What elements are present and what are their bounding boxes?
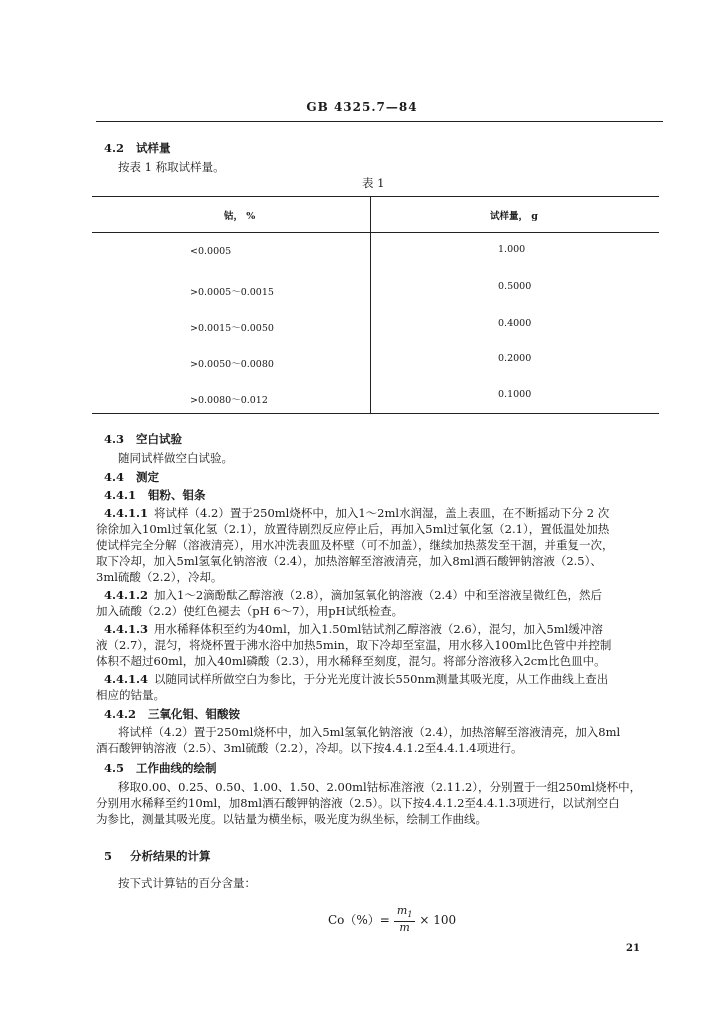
section-title: 三氧化钼、钼酸铵: [148, 707, 241, 721]
formula-lhs: Co（%）=: [328, 913, 390, 928]
section-title: 试样量: [136, 141, 171, 155]
table-cell-range: >0.0005～0.0015: [190, 287, 274, 298]
section-title: 工作曲线的绘制: [136, 761, 217, 775]
section-title: 空白试验: [136, 432, 183, 446]
para-4-4-1-1: [104, 505, 609, 521]
table-cell-range: <0.0005: [190, 246, 232, 257]
para-line: 加入1～2滴酚酞乙醇溶液（2.8），滴加氢氧化钠溶液（2.4）中和至溶液呈微红色，然后: [154, 588, 602, 602]
sample-mass-table: [92, 196, 659, 414]
table-column-divider: [370, 196, 371, 414]
para-number: 4.4.1.1: [104, 506, 149, 520]
section-title: 分析结果的计算: [130, 849, 211, 863]
para-line: 酒石酸钾钠溶液（2.5）、3ml硫酸（2.2），冷却。以下按4.4.1.2至4.4.1.4项进行。: [96, 741, 523, 755]
para-line: 取下冷却，加入5ml氢氧化钠溶液（2.4），加热溶解至溶液清亮，加入8ml酒石酸钾钠溶液（2.5）、: [96, 554, 602, 568]
section-4-4-2-heading: [104, 707, 240, 722]
para-number: 4.4.1.3: [104, 622, 149, 636]
section-4-2-heading: [104, 141, 171, 156]
para-line: 使试样完全分解（溶液清亮），用水冲洗表皿及杯壁（可不加盖），继续加热蒸发至干涸，并重复一次，: [96, 538, 614, 552]
para-line: 将试样（4.2）置于250ml烧杯中，加入1～2ml水润湿，盖上表皿，在不断摇动下分 2 次: [154, 506, 610, 520]
para-number: 4.4.1.2: [104, 588, 149, 602]
section-number: 5: [104, 849, 113, 863]
formula-rhs: × 100: [419, 912, 457, 927]
section-number: 4.3: [104, 432, 125, 446]
para-line: 徐徐加入10ml过氧化氢（2.1），放置待剧烈反应停止后，再加入5ml过氧化氢（2.1），置低温处加热: [96, 522, 610, 536]
section-number: 4.2: [104, 141, 125, 155]
para-line: 3ml硫酸（2.2），冷却。: [96, 570, 223, 584]
section-4-4-heading: [104, 470, 159, 485]
para-4-4-1-2: [104, 587, 602, 603]
page-number: 21: [626, 943, 640, 954]
para-number: 4.4.1.4: [104, 672, 149, 686]
col-header-sample-mass: 试样量， g: [490, 211, 538, 222]
section-4-5-heading: [104, 761, 217, 776]
table-cell-mass: 0.4000: [498, 318, 532, 329]
header-rule: [96, 121, 663, 122]
section-number: 4.4.1: [104, 488, 137, 502]
section-4-3-heading: [104, 432, 182, 447]
para-line: 相应的钴量。: [96, 688, 165, 702]
numerator-symbol: m: [396, 904, 408, 917]
section-5-body: 按下式计算钴的百分含量：: [118, 876, 256, 890]
para-line: 液（2.7），混匀，将烧杯置于沸水浴中加热5min，取下冷却至室温，用水移入100ml比色管中并控制: [96, 638, 612, 652]
para-line: 体积不超过60ml，加入40ml磷酸（2.3），用水稀释至刻度，混匀。将部分溶液移入2cm比色皿中。: [96, 654, 606, 668]
para-4-4-1-4: [104, 671, 608, 687]
section-number: 4.4: [104, 470, 125, 484]
para-line: 以随同试样所做空白为参比，于分光光度计波长550nm测量其吸光度，从工作曲线上查出: [154, 672, 609, 686]
section-5-heading: [104, 849, 211, 864]
standard-header: GB 4325.7—84: [306, 100, 418, 114]
table-top-rule: [92, 196, 659, 197]
para-line: 将试样（4.2）置于250ml烧杯中，加入5ml氢氧化钠溶液（2.4），加热溶解至溶液清亮，加入8ml: [118, 725, 621, 739]
table-header-rule: [92, 232, 659, 233]
formula-denominator: m: [399, 921, 410, 935]
table-caption: 表 1: [362, 176, 385, 190]
table-cell-mass: 0.5000: [498, 281, 532, 292]
section-4-4-1-heading: [104, 488, 206, 503]
para-line: 分别用水稀释至约10ml，加8ml酒石酸钾钠溶液（2.5）。以下按4.4.1.2至4.4.1.3项进行，以试剂空白: [96, 796, 620, 810]
section-title: 钼粉、钼条: [148, 488, 206, 502]
para-line: 加入硫酸（2.2）使红色褪去（pH 6～7），用pH试纸检查。: [96, 604, 404, 618]
numerator-subscript: 1: [407, 910, 413, 920]
para-line: 移取0.00、0.25、0.50、1.00、1.50、2.00ml钴标准溶液（2.11.2），分别置于一组250ml烧杯中，: [118, 780, 642, 794]
section-number: 4.4.2: [104, 707, 137, 721]
formula-numerator: [394, 905, 416, 922]
table-cell-range: >0.0015～0.0050: [190, 323, 274, 334]
para-line: 为参比，测量其吸光度。以钴量为横坐标，吸光度为纵坐标，绘制工作曲线。: [96, 812, 487, 826]
formula-fraction: [394, 905, 416, 934]
col-header-cobalt: 钴， %: [224, 211, 256, 222]
para-line: 用水稀释体积至约为40ml，加入1.50ml钴试剂乙醇溶液（2.6），混匀，加入5ml缓冲溶: [154, 622, 603, 636]
table-cell-mass: 1.000: [498, 244, 526, 255]
section-title: 测定: [136, 470, 160, 484]
table-cell-mass: 0.1000: [498, 389, 532, 400]
cobalt-formula: [328, 905, 456, 934]
section-number: 4.5: [104, 761, 125, 775]
table-cell-range: >0.0050～0.0080: [190, 359, 274, 370]
table-bottom-rule: [92, 413, 659, 414]
table-cell-mass: 0.2000: [498, 353, 532, 364]
section-4-2-body: 按表 1 称取试样量。: [118, 160, 225, 174]
para-4-4-1-3: [104, 621, 603, 637]
section-4-3-body: 随同试样做空白试验。: [118, 451, 233, 465]
table-cell-range: >0.0080～0.012: [190, 395, 268, 406]
